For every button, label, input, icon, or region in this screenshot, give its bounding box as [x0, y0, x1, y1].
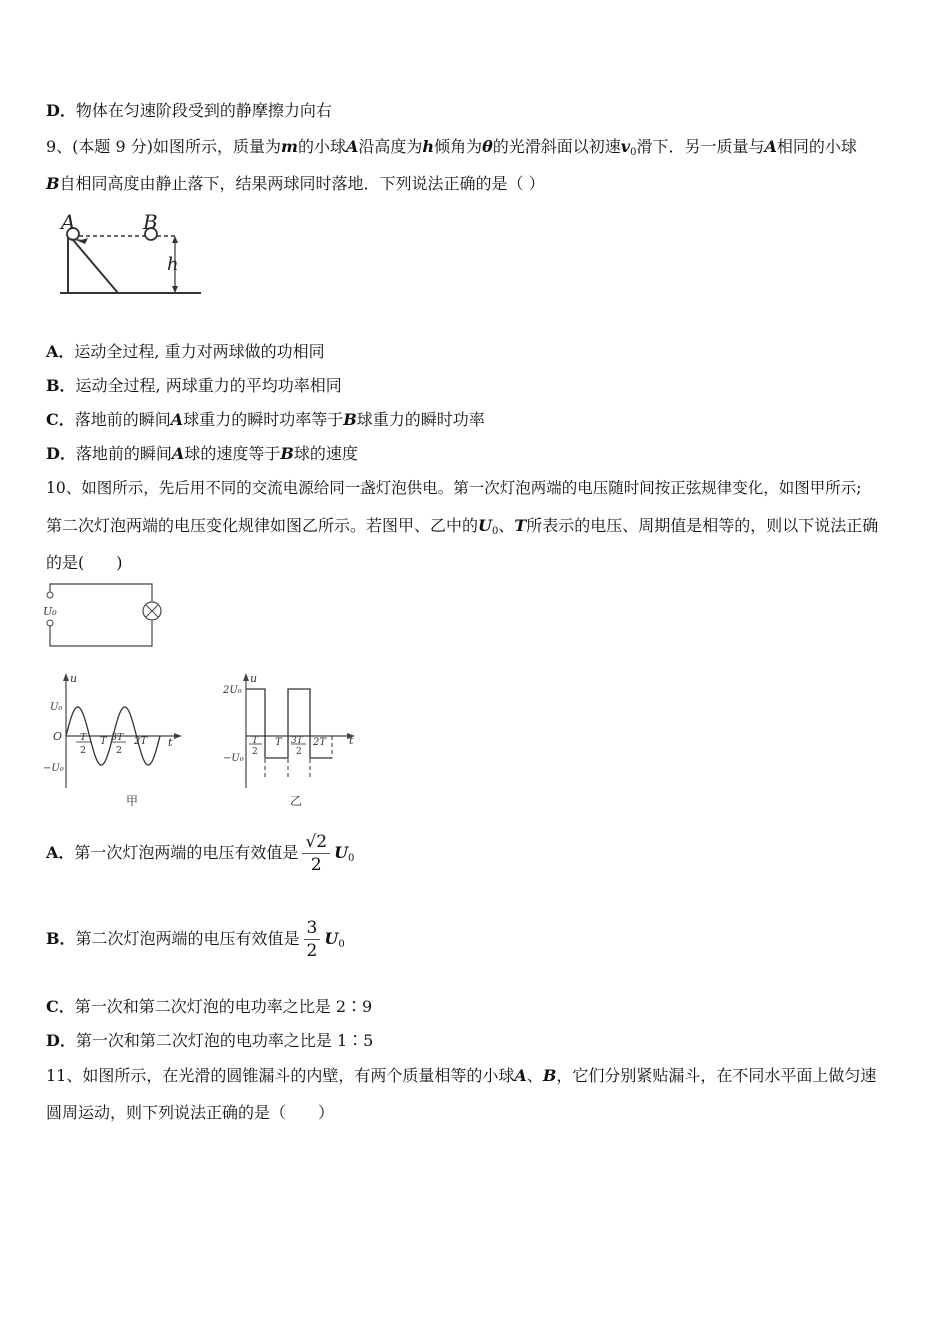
q10-option-d — [46, 1031, 373, 1051]
u-axis-arrow — [243, 673, 249, 681]
option-text: 球的速度等于 — [184, 444, 281, 463]
option-text: 第二次灯泡两端的电压有效值是 — [75, 929, 300, 948]
neg-u0-label: −U₀ — [223, 753, 244, 764]
q10-option-c — [46, 997, 372, 1017]
u0-label: U₀ — [50, 702, 63, 713]
var-v: v — [620, 137, 631, 156]
var-b: B — [542, 1066, 557, 1085]
tick-label-3t-half-num: 3T — [111, 732, 124, 743]
option-label: D． — [46, 1031, 76, 1050]
q9-option-c — [46, 410, 485, 430]
terminal-top — [47, 592, 53, 598]
q9-option-a — [46, 342, 325, 362]
option-text: 第一次和第二次灯泡的电功率之比是 2∶9 — [74, 997, 373, 1016]
u-axis-arrow — [63, 673, 69, 681]
fraction-numerator: 3 — [304, 917, 321, 940]
var-b: B — [280, 444, 294, 463]
var-a: A — [345, 137, 359, 156]
q9-stem-line2 — [46, 174, 545, 194]
subscript: 0 — [630, 147, 637, 158]
axis-u-label: u — [70, 672, 78, 685]
q10-graph-yi — [220, 668, 365, 813]
var-m: m — [281, 137, 298, 156]
tick-label-t-half-num: T — [252, 736, 259, 746]
h-arrow-bottom — [172, 286, 178, 293]
var-u: U — [334, 843, 349, 862]
tick-label-t: T — [100, 736, 107, 747]
graph-caption: 乙 — [290, 794, 303, 808]
var-b: B — [46, 174, 60, 193]
text: 的是( ) — [46, 553, 123, 572]
fraction — [302, 831, 330, 876]
text: 第二次灯泡两端的电压变化规律如图乙所示。若图甲、乙中的 — [46, 516, 479, 535]
option-text: 物体在匀速阶段受到的静摩擦力向右 — [75, 101, 332, 120]
text: 相同的小球 — [776, 137, 857, 156]
option-label: D． — [46, 444, 76, 463]
option-label: A． — [46, 843, 75, 862]
fraction — [304, 917, 321, 962]
q8-option-d — [46, 101, 332, 121]
text: 所表示的电压、周期值是相等的，则以下说法正确 — [526, 516, 879, 535]
axis-u-label: u — [250, 672, 258, 685]
option-text: 落地前的瞬间 — [74, 410, 171, 429]
tick-label-3t-half-den: 2 — [116, 745, 123, 756]
incline-slope — [68, 234, 118, 293]
option-label: C． — [46, 410, 75, 429]
tick-label-2t: 2T — [134, 736, 148, 747]
q10-circuit-figure — [40, 580, 165, 650]
label-h: h — [167, 254, 179, 275]
fraction-denominator: 2 — [306, 941, 318, 961]
text: 9、(本题 9 分)如图所示，质量为 — [46, 137, 282, 156]
option-text: 球的速度 — [293, 444, 358, 463]
wire-top — [50, 584, 152, 601]
neg-u0-label: −U₀ — [43, 763, 64, 774]
q11-stem-line2 — [46, 1103, 334, 1123]
var-u: U — [324, 929, 339, 948]
tick-label-3t-half-den: 2 — [296, 747, 302, 757]
q10-graph-jia — [40, 668, 190, 813]
var-t: T — [514, 516, 527, 535]
option-text: 落地前的瞬间 — [75, 444, 172, 463]
text: 自相同高度由静止落下，结果两球同时落地．下列说法正确的是（ ） — [59, 174, 545, 193]
text: ，它们分别紧贴漏斗，在不同水平面上做匀速 — [556, 1066, 877, 1085]
tick-label-t-half-den: 2 — [80, 745, 87, 756]
option-label: B． — [46, 929, 76, 948]
label-a: A — [61, 212, 76, 234]
subscript: 0 — [348, 853, 355, 864]
q10-option-b — [46, 914, 345, 964]
var-h: h — [422, 137, 435, 156]
option-label: A． — [46, 342, 75, 361]
q10-stem-line1 — [46, 478, 861, 498]
var-b: B — [343, 410, 357, 429]
option-text: 第一次和第二次灯泡的电功率之比是 1∶5 — [75, 1031, 374, 1050]
q9-option-b — [46, 376, 342, 396]
subscript: 0 — [338, 939, 345, 950]
axis-t-label: t — [168, 736, 173, 749]
var-a: A — [514, 1066, 527, 1085]
option-text: 运动全过程, 两球重力的平均功率相同 — [75, 376, 342, 395]
var-a: A — [171, 444, 185, 463]
text: 的小球 — [297, 137, 346, 156]
label-b: B — [143, 212, 158, 234]
h-arrow-top — [172, 236, 178, 243]
text: 、 — [526, 1066, 543, 1085]
tick-label-2t: 2T — [313, 737, 327, 748]
option-text: 球重力的瞬时功率 — [356, 410, 485, 429]
origin-label: O — [53, 730, 63, 743]
option-text: 球重力的瞬时功率等于 — [183, 410, 344, 429]
text: 10、如图所示，先后用不同的交流电源给同一盏灯泡供电。第一次灯泡两端的电压随时间按正弦规律变化，如图甲所示; — [46, 479, 862, 497]
fraction-numerator: √2 — [302, 831, 330, 854]
text: 圆周运动，则下列说法正确的是（ ） — [46, 1103, 335, 1122]
q10-stem-line3 — [46, 553, 123, 573]
q9-option-d — [46, 444, 358, 464]
q10-stem-line2 — [46, 516, 878, 542]
text: 倾角为 — [434, 137, 483, 156]
q10-option-a — [46, 828, 354, 878]
q11-stem-line1 — [46, 1066, 876, 1086]
tick-label-t-half-den: 2 — [252, 747, 258, 757]
var-a: A — [764, 137, 777, 156]
t-axis-arrow — [174, 733, 182, 739]
two-u0-label: 2U₀ — [223, 685, 242, 696]
terminal-bottom — [47, 620, 53, 626]
option-label: C． — [46, 997, 75, 1016]
tick-label-3t-half-num: 3T — [291, 736, 303, 746]
option-text: 第一次灯泡两端的电压有效值是 — [74, 843, 299, 862]
text: 沿高度为 — [358, 137, 423, 156]
source-voltage-label: U₀ — [43, 605, 57, 618]
graph-caption: 甲 — [126, 794, 139, 808]
option-label: B． — [46, 376, 76, 395]
text: 滑下．另一质量与 — [636, 137, 765, 156]
option-label: D． — [46, 101, 76, 120]
q9-incline-figure — [58, 212, 208, 302]
var-theta: θ — [482, 137, 493, 156]
wire-bottom — [50, 621, 152, 646]
text: 11、如图所示，在光滑的圆锥漏斗的内壁，有两个质量相等的小球 — [46, 1066, 515, 1085]
option-text: 运动全过程, 重力对两球做的功相同 — [74, 342, 325, 361]
var-a: A — [170, 410, 184, 429]
var-u: U — [478, 516, 492, 535]
q9-stem-line1 — [46, 137, 857, 163]
fraction-denominator: 2 — [310, 855, 322, 875]
subscript: 0 — [491, 526, 499, 537]
tick-label-t: T — [275, 737, 282, 748]
text: 的光滑斜面以初速 — [492, 137, 621, 156]
tick-label-t-half-num: T — [80, 732, 87, 743]
text: 、 — [498, 516, 515, 535]
axis-t-label: t — [349, 734, 354, 747]
